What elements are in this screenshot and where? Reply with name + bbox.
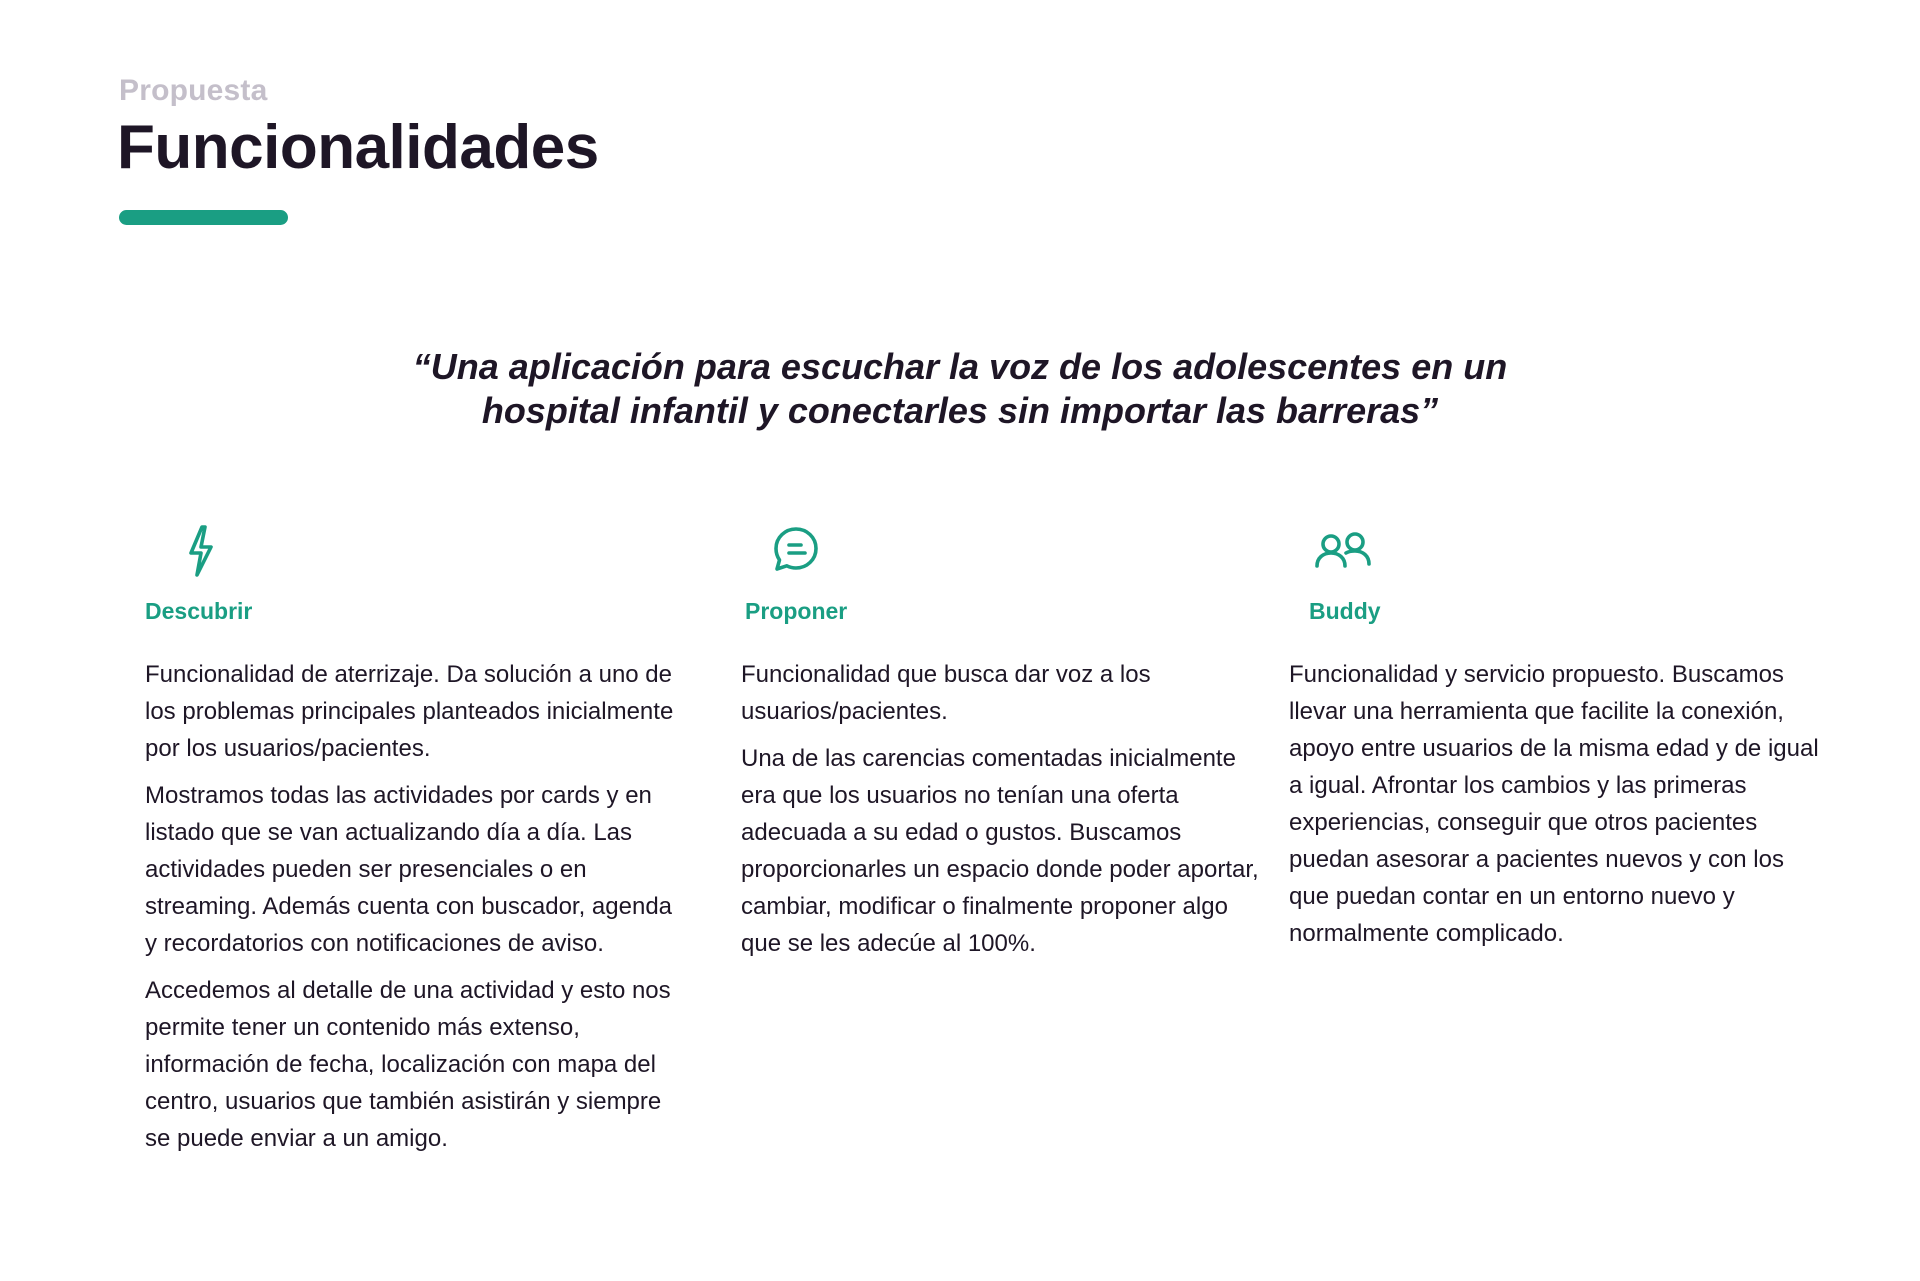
quote [360,345,1560,433]
feature-paragraph: Mostramos todas las actividades por cards y en listado que se van actualizando día a día. Las actividades pueden ser presenciales o en streaming. Además cuenta con buscador, agenda y recordatorios con notificaciones de aviso. [145,782,673,957]
feature-paragraph: Accedemos al detalle de una actividad y esto nos permite tener un contenido más extenso, información de fecha, localización con mapa del centro, usuarios que también asistirán y siempre se puede enviar a un amigo. [145,977,671,1152]
feature-body [741,656,1261,972]
feature-paragraph: Funcionalidad que busca dar voz a los usuarios/pacientes. [741,661,1151,725]
lightning-icon [171,520,231,580]
users-icon [1308,520,1380,580]
quote-line-2: hospital infantil y conectarles sin importar las barreras” [481,390,1439,431]
feature-paragraph: Una de las carencias comentadas inicialmente era que los usuarios no tenían una oferta adecuada a su edad o gustos. Buscamos proporcionarles un espacio donde poder aportar, cambiar, modificar o finalmente proponer algo que se les adecúe al 100%. [741,745,1259,957]
eyebrow-label: Propuesta [119,74,268,107]
quote-line-1: “Una aplicación para escuchar la voz de los adolescentes en un [412,346,1508,387]
feature-paragraph: Funcionalidad de aterrizaje. Da solución a uno de los problemas principales planteados inicialmente por los usuarios/pacientes. [145,661,674,762]
title-underline [119,210,288,225]
page-title: Funcionalidades [117,113,599,182]
feature-paragraph: Funcionalidad y servicio propuesto. Buscamos llevar una herramienta que facilite la conexión, apoyo entre usuarios de la misma edad y de igual a igual. Afrontar los cambios y las primeras experiencias, conseguir que otros pacientes puedan asesorar a pacientes nuevos y con los que puedan contar en un entorno nuevo y normalmente complicado. [1289,661,1819,947]
feature-title: Proponer [745,598,848,624]
feature-body [145,656,685,1167]
feature-title: Descubrir [145,598,253,624]
chat-bubble-icon [766,520,826,580]
feature-title: Buddy [1309,598,1381,624]
feature-body [1289,656,1829,962]
